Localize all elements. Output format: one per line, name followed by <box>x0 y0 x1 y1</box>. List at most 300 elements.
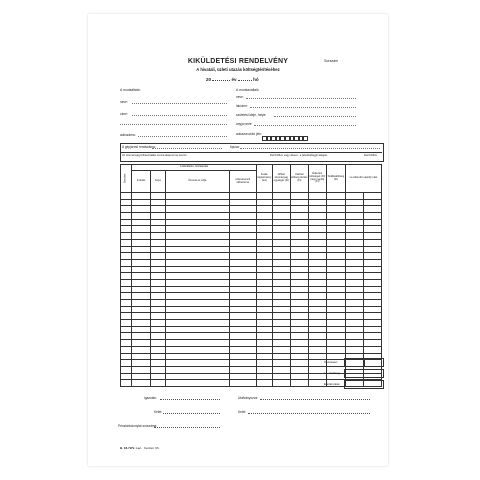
table-cell[interactable] <box>257 340 273 347</box>
table-cell[interactable] <box>165 233 229 240</box>
table-cell[interactable] <box>308 300 326 307</box>
table-cell[interactable] <box>345 246 363 253</box>
table-cell[interactable] <box>363 320 381 327</box>
table-cell[interactable] <box>229 266 257 273</box>
table-cell[interactable] <box>272 326 290 333</box>
table-cell[interactable] <box>290 326 308 333</box>
table-cell[interactable] <box>151 279 166 286</box>
table-cell[interactable] <box>132 360 151 367</box>
table-cell[interactable] <box>308 346 326 353</box>
table-cell[interactable] <box>257 206 273 213</box>
table-cell[interactable] <box>290 193 308 200</box>
table-cell[interactable] <box>308 226 326 233</box>
table-cell[interactable] <box>229 380 257 387</box>
table-cell[interactable] <box>290 293 308 300</box>
table-cell[interactable] <box>165 213 229 220</box>
table-cell[interactable] <box>121 193 132 200</box>
table-cell[interactable] <box>165 346 229 353</box>
table-cell[interactable] <box>308 279 326 286</box>
table-cell[interactable] <box>121 273 132 280</box>
table-cell[interactable] <box>165 253 229 260</box>
table-cell[interactable] <box>272 373 290 380</box>
table-cell[interactable] <box>290 246 308 253</box>
table-cell[interactable] <box>132 346 151 353</box>
table-cell[interactable] <box>363 306 381 313</box>
table-cell[interactable] <box>257 320 273 327</box>
table-cell[interactable] <box>229 213 257 220</box>
table-cell[interactable] <box>345 286 363 293</box>
table-cell[interactable] <box>308 286 326 293</box>
table-cell[interactable] <box>257 333 273 340</box>
table-cell[interactable] <box>151 326 166 333</box>
table-cell[interactable] <box>290 226 308 233</box>
table-cell[interactable] <box>151 193 166 200</box>
table-cell[interactable] <box>272 199 290 206</box>
table-cell[interactable] <box>132 293 151 300</box>
table-cell[interactable] <box>308 293 326 300</box>
table-cell[interactable] <box>132 253 151 260</box>
table-cell[interactable] <box>272 239 290 246</box>
table-cell[interactable] <box>345 199 363 206</box>
table-cell[interactable] <box>272 333 290 340</box>
table-cell[interactable] <box>345 346 363 353</box>
table-cell[interactable] <box>326 346 345 353</box>
table-cell[interactable] <box>229 226 257 233</box>
table-cell[interactable] <box>363 313 381 320</box>
table-cell[interactable] <box>132 246 151 253</box>
table-cell[interactable] <box>151 373 166 380</box>
table-cell[interactable] <box>290 206 308 213</box>
table-cell[interactable] <box>308 333 326 340</box>
table-cell[interactable] <box>345 206 363 213</box>
table-cell[interactable] <box>290 199 308 206</box>
table-cell[interactable] <box>290 253 308 260</box>
table-cell[interactable] <box>272 306 290 313</box>
table-cell[interactable] <box>132 273 151 280</box>
table-cell[interactable] <box>151 300 166 307</box>
table-cell[interactable] <box>345 300 363 307</box>
table-cell[interactable] <box>272 313 290 320</box>
table-cell[interactable] <box>326 273 345 280</box>
table-cell[interactable] <box>272 360 290 367</box>
table-cell[interactable] <box>165 226 229 233</box>
table-cell[interactable] <box>132 199 151 206</box>
table-cell[interactable] <box>229 259 257 266</box>
table-cell[interactable] <box>132 366 151 373</box>
table-cell[interactable] <box>363 273 381 280</box>
table-cell[interactable] <box>272 266 290 273</box>
table-cell[interactable] <box>272 346 290 353</box>
table-cell[interactable] <box>151 346 166 353</box>
table-cell[interactable] <box>257 259 273 266</box>
table-cell[interactable] <box>272 353 290 360</box>
table-cell[interactable] <box>326 239 345 246</box>
table-cell[interactable] <box>229 320 257 327</box>
table-cell[interactable] <box>326 199 345 206</box>
table-cell[interactable] <box>121 360 132 367</box>
table-cell[interactable] <box>363 253 381 260</box>
table-cell[interactable] <box>345 226 363 233</box>
table-cell[interactable] <box>165 246 229 253</box>
table-cell[interactable] <box>132 320 151 327</box>
table-cell[interactable] <box>363 300 381 307</box>
table-cell[interactable] <box>151 293 166 300</box>
table-cell[interactable] <box>132 219 151 226</box>
table-cell[interactable] <box>345 293 363 300</box>
table-cell[interactable] <box>345 239 363 246</box>
table-cell[interactable] <box>229 340 257 347</box>
table-cell[interactable] <box>151 286 166 293</box>
table-cell[interactable] <box>257 346 273 353</box>
table-cell[interactable] <box>363 259 381 266</box>
table-cell[interactable] <box>363 340 381 347</box>
table-cell[interactable] <box>121 293 132 300</box>
table-cell[interactable] <box>165 373 229 380</box>
table-cell[interactable] <box>165 259 229 266</box>
table-cell[interactable] <box>132 206 151 213</box>
table-cell[interactable] <box>326 300 345 307</box>
table-cell[interactable] <box>326 266 345 273</box>
table-cell[interactable] <box>165 219 229 226</box>
table-cell[interactable] <box>257 273 273 280</box>
table-cell[interactable] <box>121 333 132 340</box>
table-cell[interactable] <box>121 346 132 353</box>
table-cell[interactable] <box>132 300 151 307</box>
table-cell[interactable] <box>363 193 381 200</box>
table-cell[interactable] <box>308 206 326 213</box>
table-cell[interactable] <box>363 219 381 226</box>
table-cell[interactable] <box>363 266 381 273</box>
table-cell[interactable] <box>363 346 381 353</box>
table-cell[interactable] <box>290 266 308 273</box>
table-cell[interactable] <box>132 279 151 286</box>
table-cell[interactable] <box>326 206 345 213</box>
table-cell[interactable] <box>151 340 166 347</box>
table-cell[interactable] <box>345 273 363 280</box>
table-cell[interactable] <box>290 300 308 307</box>
table-cell[interactable] <box>290 320 308 327</box>
table-cell[interactable] <box>165 300 229 307</box>
table-cell[interactable] <box>132 306 151 313</box>
table-cell[interactable] <box>308 340 326 347</box>
table-cell[interactable] <box>272 259 290 266</box>
table-cell[interactable] <box>121 300 132 307</box>
table-cell[interactable] <box>345 313 363 320</box>
table-cell[interactable] <box>345 333 363 340</box>
table-cell[interactable] <box>257 373 273 380</box>
table-cell[interactable] <box>151 320 166 327</box>
table-cell[interactable] <box>132 333 151 340</box>
table-cell[interactable] <box>151 333 166 340</box>
table-cell[interactable] <box>121 259 132 266</box>
table-cell[interactable] <box>165 380 229 387</box>
table-cell[interactable] <box>151 313 166 320</box>
table-cell[interactable] <box>326 279 345 286</box>
table-cell[interactable] <box>257 239 273 246</box>
table-cell[interactable] <box>308 320 326 327</box>
table-cell[interactable] <box>121 219 132 226</box>
table-cell[interactable] <box>151 366 166 373</box>
table-cell[interactable] <box>326 326 345 333</box>
table-cell[interactable] <box>326 340 345 347</box>
table-cell[interactable] <box>165 326 229 333</box>
table-cell[interactable] <box>229 239 257 246</box>
table-cell[interactable] <box>229 199 257 206</box>
table-cell[interactable] <box>165 293 229 300</box>
table-cell[interactable] <box>229 273 257 280</box>
table-cell[interactable] <box>151 273 166 280</box>
table-cell[interactable] <box>165 353 229 360</box>
table-cell[interactable] <box>132 373 151 380</box>
table-cell[interactable] <box>326 219 345 226</box>
table-cell[interactable] <box>132 353 151 360</box>
table-cell[interactable] <box>121 340 132 347</box>
table-cell[interactable] <box>345 253 363 260</box>
table-cell[interactable] <box>229 206 257 213</box>
table-cell[interactable] <box>345 326 363 333</box>
table-cell[interactable] <box>132 266 151 273</box>
table-cell[interactable] <box>290 353 308 360</box>
table-cell[interactable] <box>326 306 345 313</box>
table-cell[interactable] <box>229 246 257 253</box>
table-cell[interactable] <box>308 306 326 313</box>
table-cell[interactable] <box>121 206 132 213</box>
table-cell[interactable] <box>165 266 229 273</box>
table-cell[interactable] <box>132 213 151 220</box>
table-cell[interactable] <box>121 353 132 360</box>
table-cell[interactable] <box>132 340 151 347</box>
table-cell[interactable] <box>257 353 273 360</box>
table-cell[interactable] <box>121 266 132 273</box>
table-cell[interactable] <box>151 219 166 226</box>
table-cell[interactable] <box>132 226 151 233</box>
table-cell[interactable] <box>151 246 166 253</box>
table-cell[interactable] <box>345 340 363 347</box>
table-cell[interactable] <box>272 246 290 253</box>
table-cell[interactable] <box>257 219 273 226</box>
table-cell[interactable] <box>290 380 308 387</box>
table-cell[interactable] <box>151 360 166 367</box>
table-cell[interactable] <box>132 259 151 266</box>
table-cell[interactable] <box>121 366 132 373</box>
table-cell[interactable] <box>229 286 257 293</box>
table-cell[interactable] <box>165 313 229 320</box>
table-cell[interactable] <box>363 199 381 206</box>
table-cell[interactable] <box>272 273 290 280</box>
table-cell[interactable] <box>326 353 345 360</box>
table-cell[interactable] <box>132 326 151 333</box>
table-cell[interactable] <box>308 253 326 260</box>
table-cell[interactable] <box>308 239 326 246</box>
table-cell[interactable] <box>326 213 345 220</box>
table-cell[interactable] <box>308 193 326 200</box>
table-cell[interactable] <box>345 259 363 266</box>
table-cell[interactable] <box>229 346 257 353</box>
table-cell[interactable] <box>326 246 345 253</box>
table-cell[interactable] <box>165 306 229 313</box>
table-cell[interactable] <box>151 380 166 387</box>
table-cell[interactable] <box>165 239 229 246</box>
table-cell[interactable] <box>345 193 363 200</box>
table-cell[interactable] <box>272 366 290 373</box>
table-cell[interactable] <box>308 233 326 240</box>
table-cell[interactable] <box>326 320 345 327</box>
table-cell[interactable] <box>272 293 290 300</box>
table-cell[interactable] <box>326 233 345 240</box>
table-cell[interactable] <box>151 206 166 213</box>
table-cell[interactable] <box>290 233 308 240</box>
table-cell[interactable] <box>272 213 290 220</box>
table-cell[interactable] <box>308 219 326 226</box>
table-cell[interactable] <box>257 193 273 200</box>
table-cell[interactable] <box>363 233 381 240</box>
table-cell[interactable] <box>345 219 363 226</box>
table-cell[interactable] <box>151 353 166 360</box>
table-cell[interactable] <box>257 233 273 240</box>
table-cell[interactable] <box>257 279 273 286</box>
table-cell[interactable] <box>326 193 345 200</box>
table-cell[interactable] <box>151 233 166 240</box>
table-cell[interactable] <box>308 199 326 206</box>
table-cell[interactable] <box>363 246 381 253</box>
table-cell[interactable] <box>229 313 257 320</box>
table-cell[interactable] <box>308 259 326 266</box>
table-cell[interactable] <box>121 286 132 293</box>
table-cell[interactable] <box>229 353 257 360</box>
table-cell[interactable] <box>229 373 257 380</box>
table-cell[interactable] <box>121 306 132 313</box>
table-cell[interactable] <box>290 360 308 367</box>
table-cell[interactable] <box>308 353 326 360</box>
table-cell[interactable] <box>151 199 166 206</box>
table-cell[interactable] <box>308 313 326 320</box>
table-cell[interactable] <box>272 320 290 327</box>
table-cell[interactable] <box>326 333 345 340</box>
table-cell[interactable] <box>121 279 132 286</box>
table-cell[interactable] <box>363 279 381 286</box>
table-cell[interactable] <box>257 266 273 273</box>
table-cell[interactable] <box>290 366 308 373</box>
table-cell[interactable] <box>257 246 273 253</box>
table-cell[interactable] <box>308 273 326 280</box>
table-cell[interactable] <box>272 286 290 293</box>
table-cell[interactable] <box>151 226 166 233</box>
table-cell[interactable] <box>151 253 166 260</box>
table-cell[interactable] <box>363 239 381 246</box>
table-cell[interactable] <box>363 226 381 233</box>
table-cell[interactable] <box>229 193 257 200</box>
table-cell[interactable] <box>229 360 257 367</box>
table-cell[interactable] <box>229 333 257 340</box>
table-cell[interactable] <box>151 259 166 266</box>
table-cell[interactable] <box>132 313 151 320</box>
table-cell[interactable] <box>290 346 308 353</box>
table-cell[interactable] <box>229 253 257 260</box>
table-cell[interactable] <box>326 293 345 300</box>
table-cell[interactable] <box>257 226 273 233</box>
table-cell[interactable] <box>290 313 308 320</box>
table-cell[interactable] <box>272 193 290 200</box>
table-cell[interactable] <box>132 286 151 293</box>
table-cell[interactable] <box>121 246 132 253</box>
table-cell[interactable] <box>290 333 308 340</box>
table-cell[interactable] <box>229 219 257 226</box>
table-cell[interactable] <box>257 326 273 333</box>
table-cell[interactable] <box>165 279 229 286</box>
table-cell[interactable] <box>290 219 308 226</box>
table-cell[interactable] <box>121 320 132 327</box>
table-cell[interactable] <box>257 286 273 293</box>
table-cell[interactable] <box>165 206 229 213</box>
table-cell[interactable] <box>121 313 132 320</box>
table-cell[interactable] <box>290 306 308 313</box>
table-cell[interactable] <box>272 300 290 307</box>
table-cell[interactable] <box>257 199 273 206</box>
table-cell[interactable] <box>229 306 257 313</box>
table-cell[interactable] <box>290 259 308 266</box>
table-cell[interactable] <box>121 233 132 240</box>
table-cell[interactable] <box>363 213 381 220</box>
table-cell[interactable] <box>363 206 381 213</box>
table-cell[interactable] <box>345 213 363 220</box>
table-cell[interactable] <box>257 313 273 320</box>
table-cell[interactable] <box>272 279 290 286</box>
table-cell[interactable] <box>326 313 345 320</box>
table-cell[interactable] <box>290 273 308 280</box>
table-cell[interactable] <box>132 380 151 387</box>
table-cell[interactable] <box>121 373 132 380</box>
table-cell[interactable] <box>363 333 381 340</box>
table-cell[interactable] <box>229 293 257 300</box>
table-cell[interactable] <box>257 380 273 387</box>
table-cell[interactable] <box>345 233 363 240</box>
table-cell[interactable] <box>257 293 273 300</box>
table-cell[interactable] <box>165 273 229 280</box>
table-cell[interactable] <box>257 253 273 260</box>
table-cell[interactable] <box>308 266 326 273</box>
table-cell[interactable] <box>345 279 363 286</box>
table-cell[interactable] <box>165 286 229 293</box>
table-cell[interactable] <box>290 340 308 347</box>
table-cell[interactable] <box>229 279 257 286</box>
table-cell[interactable] <box>345 266 363 273</box>
table-cell[interactable] <box>363 286 381 293</box>
table-cell[interactable] <box>326 226 345 233</box>
table-cell[interactable] <box>308 246 326 253</box>
table-cell[interactable] <box>290 213 308 220</box>
table-cell[interactable] <box>165 320 229 327</box>
table-cell[interactable] <box>165 360 229 367</box>
table-cell[interactable] <box>290 373 308 380</box>
table-cell[interactable] <box>345 320 363 327</box>
table-cell[interactable] <box>257 213 273 220</box>
table-cell[interactable] <box>165 366 229 373</box>
table-cell[interactable] <box>151 239 166 246</box>
table-cell[interactable] <box>121 226 132 233</box>
table-cell[interactable] <box>165 333 229 340</box>
table-cell[interactable] <box>165 340 229 347</box>
table-cell[interactable] <box>121 213 132 220</box>
table-cell[interactable] <box>257 300 273 307</box>
table-cell[interactable] <box>229 233 257 240</box>
table-cell[interactable] <box>272 340 290 347</box>
table-cell[interactable] <box>229 326 257 333</box>
table-cell[interactable] <box>229 300 257 307</box>
table-cell[interactable] <box>132 233 151 240</box>
table-cell[interactable] <box>345 306 363 313</box>
table-cell[interactable] <box>272 233 290 240</box>
table-cell[interactable] <box>272 219 290 226</box>
